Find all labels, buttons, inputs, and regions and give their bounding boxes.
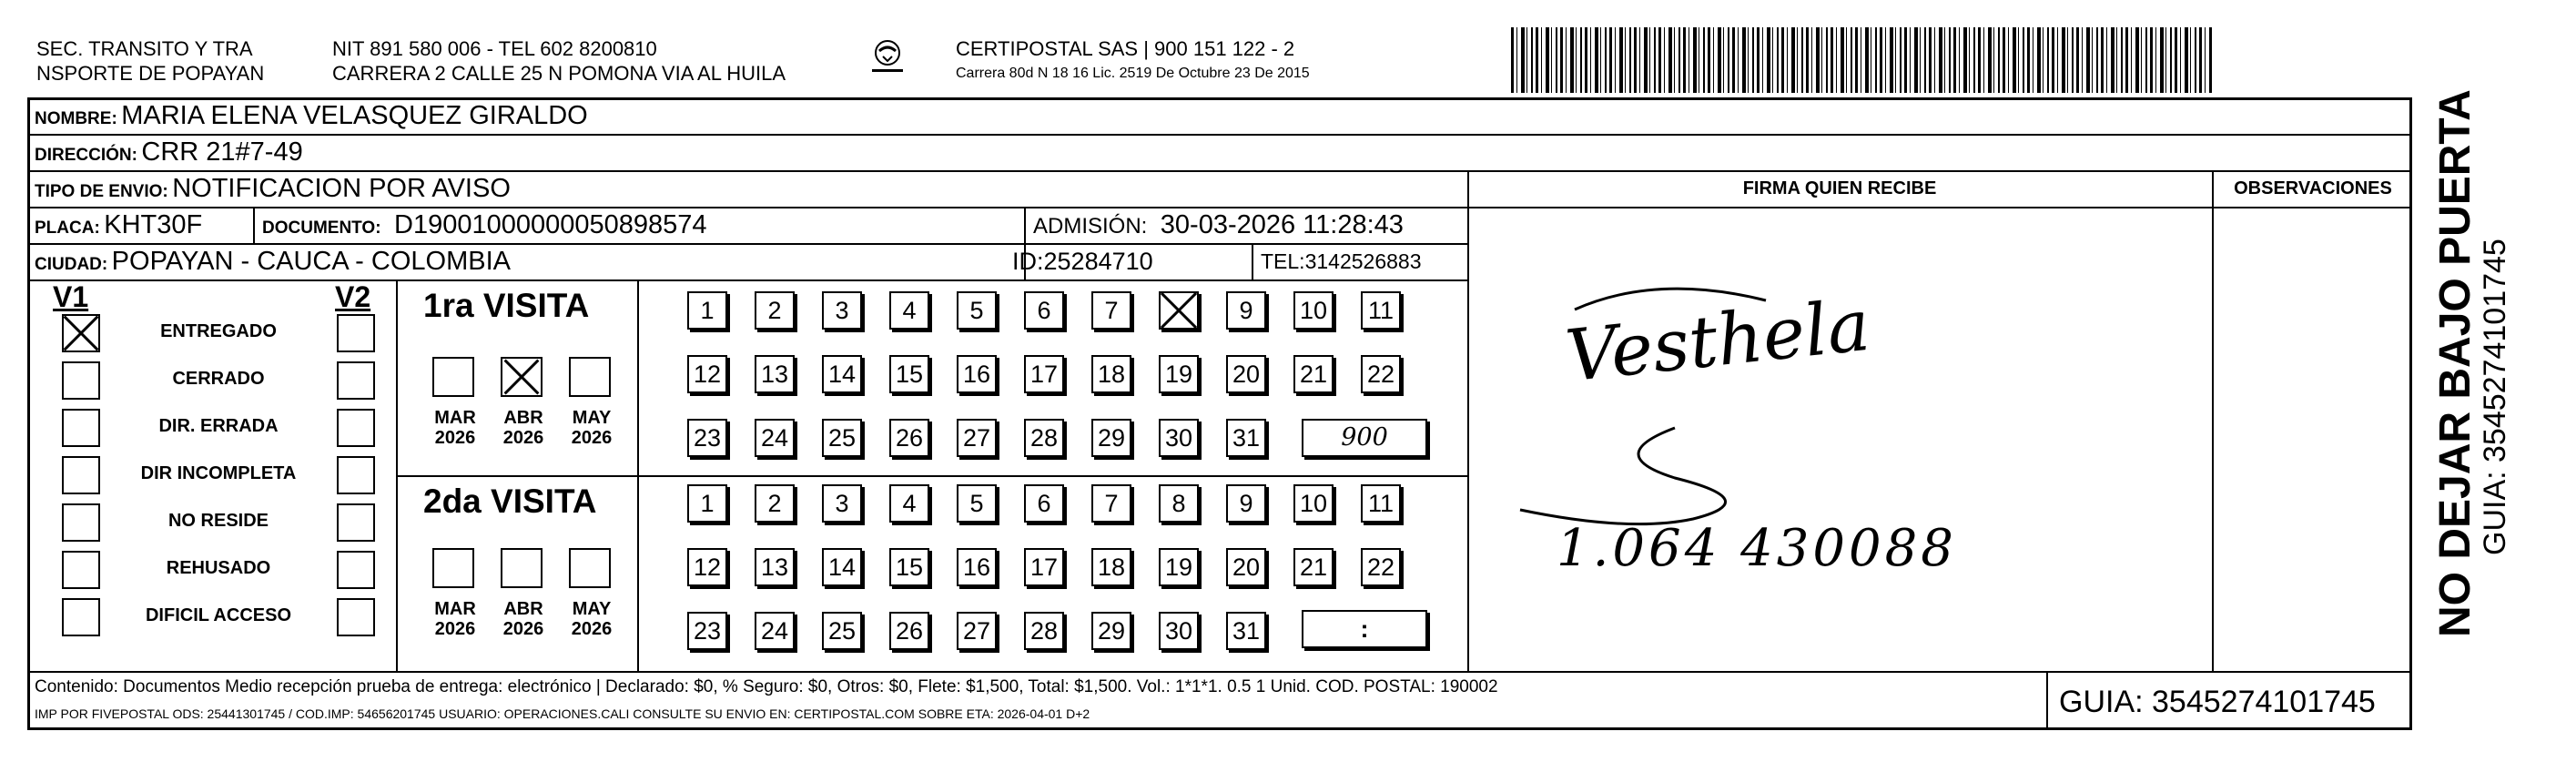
col-divider (2212, 170, 2214, 671)
visit1-day-box[interactable]: 17 (1024, 355, 1064, 393)
visit2-hour-box[interactable]: : (1302, 610, 1427, 648)
field-nombre (35, 99, 588, 137)
visit2-day-box[interactable]: 8 (1159, 484, 1199, 523)
visit1-month-label (492, 408, 555, 448)
visit2-month-label (423, 599, 487, 639)
visit1-month-checkbox[interactable] (432, 357, 474, 397)
signature-id-number: 1.064 430088 (1557, 519, 1957, 578)
id-label: ID: (1012, 248, 1044, 275)
visit2-day-box[interactable]: 9 (1226, 484, 1266, 523)
visit1-hour-box[interactable]: 900 (1302, 419, 1427, 457)
visit2-month-year: 2026 (434, 619, 476, 639)
visit2-title: 2da VISITA (423, 483, 597, 520)
col-divider (253, 207, 255, 243)
visit1-day-box[interactable] (1159, 291, 1199, 330)
courier-line-1: CERTIPOSTAL SAS | 900 151 122 - 2 (956, 37, 1295, 60)
v2-checkbox[interactable] (337, 456, 375, 494)
visit2-day-box[interactable]: 31 (1226, 612, 1266, 650)
visit2-day-box[interactable]: 23 (687, 612, 727, 650)
documento-value: D19001000000050898574 (394, 210, 707, 239)
visit2-day-box[interactable]: 12 (687, 548, 727, 586)
row-divider (396, 475, 1467, 477)
visit2-day-box[interactable]: 1 (687, 484, 727, 523)
visit1-month-checkbox[interactable] (501, 357, 543, 397)
visit2-day-box[interactable]: 22 (1361, 548, 1401, 586)
visit2-day-box[interactable]: 7 (1091, 484, 1131, 523)
v2-checkbox[interactable] (337, 551, 375, 589)
courier-line-2: Carrera 80d N 18 16 Lic. 2519 De Octubre 23 De 2015 (956, 66, 1310, 81)
id-value: 25284710 (1043, 248, 1153, 275)
visit1-day-box[interactable]: 4 (889, 291, 929, 330)
visit1-day-box[interactable]: 2 (755, 291, 795, 330)
status-label: REHUSADO (166, 558, 271, 578)
documento-label: DOCUMENTO: (262, 218, 381, 238)
visit2-day-box[interactable]: 18 (1091, 548, 1131, 586)
visit1-day-box[interactable]: 29 (1091, 419, 1131, 457)
visit1-day-box[interactable]: 15 (889, 355, 929, 393)
v1-checkbox[interactable] (62, 503, 100, 542)
visit2-day-box[interactable]: 2 (755, 484, 795, 523)
visit2-month-year: 2026 (571, 619, 613, 639)
visit1-day-box[interactable]: 19 (1159, 355, 1199, 393)
visit2-day-box[interactable]: 29 (1091, 612, 1131, 650)
visit2-month-label (492, 599, 555, 639)
courier-info (956, 36, 1310, 83)
v1-checkbox[interactable] (62, 456, 100, 494)
visit1-day-box[interactable]: 26 (889, 419, 929, 457)
v2-checkbox[interactable] (337, 598, 375, 636)
v2-checkbox[interactable] (337, 361, 375, 400)
sender-name (36, 36, 264, 86)
visit1-day-box[interactable]: 23 (687, 419, 727, 457)
v1-checkbox[interactable] (62, 551, 100, 589)
visit1-day-box[interactable]: 3 (822, 291, 862, 330)
direccion-value: CRR 21#7-49 (141, 137, 303, 167)
visit2-day-box[interactable]: 17 (1024, 548, 1064, 586)
v2-checkbox[interactable] (337, 409, 375, 447)
col-divider (1467, 170, 1469, 671)
visit1-day-box[interactable]: 24 (755, 419, 795, 457)
visit2-day-box[interactable]: 16 (957, 548, 997, 586)
barcode (1511, 27, 2212, 93)
visit2-month-checkbox[interactable] (569, 548, 611, 588)
sender-address: CARRERA 2 CALLE 25 N POMONA VIA AL HUILA (332, 62, 786, 85)
visit1-month-label (560, 408, 624, 448)
status-label: CERRADO (172, 369, 265, 389)
sender-details (332, 36, 786, 86)
field-placa (35, 208, 202, 246)
nombre-label: NOMBRE: (35, 109, 117, 128)
visit1-day-box[interactable]: 20 (1226, 355, 1266, 393)
tipo-label: TIPO DE ENVIO: (35, 182, 168, 201)
side-guia: GUIA: 3545274101745 (2478, 239, 2512, 555)
v2-label: V2 (335, 280, 371, 313)
visit2-day-box[interactable]: 4 (889, 484, 929, 523)
footer-guia: GUIA: 3545274101745 (2059, 685, 2376, 719)
observaciones-header: OBSERVACIONES (2234, 178, 2392, 198)
visit1-day-box[interactable]: 25 (822, 419, 862, 457)
visit1-day-box[interactable]: 31 (1226, 419, 1266, 457)
v2-checkbox[interactable] (337, 314, 375, 352)
visit2-day-box[interactable]: 24 (755, 612, 795, 650)
visit2-month-year: 2026 (502, 619, 544, 639)
firma-header: FIRMA QUIEN RECIBE (1742, 178, 1937, 198)
direccion-label: DIRECCIÓN: (35, 146, 137, 165)
side-warning: NO DEJAR BAJO PUERTA (2431, 89, 2480, 637)
visit1-day-box[interactable]: 30 (1159, 419, 1199, 457)
visit2-day-box[interactable]: 11 (1361, 484, 1401, 523)
visit1-day-box[interactable]: 18 (1091, 355, 1131, 393)
visit1-month-label (423, 408, 487, 448)
visit1-day-box[interactable]: 21 (1293, 355, 1334, 393)
visit2-day-box[interactable]: 28 (1024, 612, 1064, 650)
ciudad-label: CIUDAD: (35, 255, 108, 274)
footer-contenido: Contenido: Documentos Medio recepción prueba de entrega: electrónico | Declarado: $0, % Seguro: $0, Otros: $0, Flete: $1,500, Total: $1,500. Vol.: 1*1*1. 0.5 1 Unid. COD. POSTAL: 190002 (35, 677, 1498, 696)
visit2-day-box[interactable]: 13 (755, 548, 795, 586)
sender-nit: NIT 891 580 006 - TEL 602 8200810 (332, 37, 657, 60)
visit2-day-box[interactable]: 3 (822, 484, 862, 523)
sender-line-2: NSPORTE DE POPAYAN (36, 62, 265, 85)
status-label: DIR INCOMPLETA (140, 463, 297, 483)
visit2-day-box[interactable]: 6 (1024, 484, 1064, 523)
visit2-day-box[interactable]: 5 (957, 484, 997, 523)
certipostal-logo-icon (865, 35, 910, 80)
visit2-day-box[interactable]: 15 (889, 548, 929, 586)
tel-label: TEL: (1261, 249, 1305, 273)
status-label: NO RESIDE (167, 511, 269, 531)
field-tipo-envio (35, 172, 511, 209)
visit1-title: 1ra VISITA (423, 287, 590, 324)
col-divider (2046, 671, 2048, 730)
visit2-month-name: MAY (572, 599, 612, 619)
placa-value: KHT30F (104, 210, 203, 239)
visit1-month-year: 2026 (434, 428, 476, 448)
row-divider (27, 671, 2412, 673)
status-label: DIR. ERRADA (158, 416, 279, 436)
visit1-month-name: MAY (572, 408, 612, 428)
sender-line-1: SEC. TRANSITO Y TRA (36, 37, 253, 60)
visit2-day-box[interactable]: 19 (1159, 548, 1199, 586)
visit1-month-year: 2026 (502, 428, 544, 448)
visit2-month-checkbox[interactable] (501, 548, 543, 588)
field-tel (1261, 245, 1422, 278)
v1-checkbox[interactable] (62, 409, 100, 447)
visit2-day-box[interactable]: 27 (957, 612, 997, 650)
visit2-day-box[interactable]: 26 (889, 612, 929, 650)
field-id (1012, 245, 1153, 278)
visit1-day-box[interactable]: 1 (687, 291, 727, 330)
visit1-day-box[interactable]: 5 (957, 291, 997, 330)
field-documento (262, 208, 707, 246)
tel-value: 3142526883 (1304, 249, 1422, 273)
visit1-month-checkbox[interactable] (569, 357, 611, 397)
visit1-day-box[interactable]: 27 (957, 419, 997, 457)
visit1-day-box[interactable]: 6 (1024, 291, 1064, 330)
v1-checkbox[interactable] (62, 598, 100, 636)
visit2-day-box[interactable]: 21 (1293, 548, 1334, 586)
field-ciudad (35, 245, 511, 282)
visit1-day-box[interactable]: 16 (957, 355, 997, 393)
visit1-day-box[interactable]: 22 (1361, 355, 1401, 393)
visit1-day-box[interactable]: 28 (1024, 419, 1064, 457)
visit1-day-box[interactable]: 13 (755, 355, 795, 393)
visit2-day-box[interactable]: 10 (1293, 484, 1334, 523)
footer-imp: IMP POR FIVEPOSTAL ODS: 25441301745 / COD.IMP: 54656201745 USUARIO: OPERACIONES.CALI CONSULTE SU ENVIO EN: CERTIPOSTAL.COM SOBRE ETA: 2026-04-01 D+2 (35, 706, 1090, 721)
nombre-value: MARIA ELENA VELASQUEZ GIRALDO (121, 101, 588, 130)
col-divider (1252, 243, 1253, 279)
admision-value: 30-03-2026 11:28:43 (1160, 210, 1404, 239)
v1-label: V1 (53, 280, 89, 313)
visit1-day-box[interactable]: 12 (687, 355, 727, 393)
placa-label: PLACA: (35, 218, 100, 238)
visit2-month-checkbox[interactable] (432, 548, 474, 588)
signature-strokes (1493, 273, 2130, 546)
visit2-day-box[interactable]: 25 (822, 612, 862, 650)
visit2-day-box[interactable]: 30 (1159, 612, 1199, 650)
signature-scrawl: Vesthela (1562, 284, 1874, 399)
visit1-month-name: MAR (434, 408, 476, 428)
visit1-day-box[interactable]: 14 (822, 355, 862, 393)
visit1-day-box[interactable]: 11 (1361, 291, 1401, 330)
ciudad-value: POPAYAN - CAUCA - COLOMBIA (111, 247, 511, 276)
visit2-day-box[interactable]: 20 (1226, 548, 1266, 586)
visit2-month-name: ABR (503, 599, 543, 619)
visit1-day-box[interactable]: 7 (1091, 291, 1131, 330)
admision-label: ADMISIÓN: (1033, 214, 1148, 239)
visit2-month-label (560, 599, 624, 639)
visit1-day-box[interactable]: 10 (1293, 291, 1334, 330)
v1-checkbox[interactable] (62, 361, 100, 400)
visit1-day-box[interactable]: 9 (1226, 291, 1266, 330)
v2-checkbox[interactable] (337, 503, 375, 542)
status-label: DIFICIL ACCESO (145, 605, 291, 625)
visit2-month-name: MAR (434, 599, 476, 619)
visit1-month-name: ABR (503, 408, 543, 428)
visit2-day-box[interactable]: 14 (822, 548, 862, 586)
v1-checkbox[interactable] (62, 314, 100, 352)
field-admision (1033, 208, 1404, 246)
status-label: ENTREGADO (160, 321, 277, 341)
visit1-month-year: 2026 (571, 428, 613, 448)
tipo-value: NOTIFICACION POR AVISO (172, 174, 511, 203)
field-direccion (35, 136, 303, 173)
